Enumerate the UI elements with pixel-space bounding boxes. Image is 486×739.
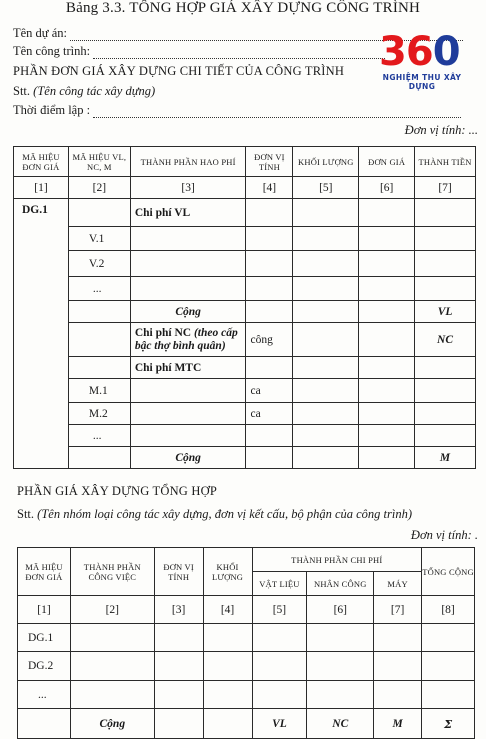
logo-mark: 360 xyxy=(379,29,460,75)
empty-cell xyxy=(18,709,71,739)
table-row xyxy=(14,403,476,425)
index-cell: [2] xyxy=(68,177,130,199)
empty-cell xyxy=(293,323,359,357)
stt-line xyxy=(13,84,155,99)
empty-cell xyxy=(246,227,293,251)
empty-cell xyxy=(415,379,476,403)
stt-note: (Tên công tác xây dựng) xyxy=(33,84,156,98)
th-unit: ĐƠN VỊ TÍNH xyxy=(154,548,203,596)
empty-cell xyxy=(359,251,415,277)
th-material: VẬT LIỆU xyxy=(252,572,307,596)
empty-cell xyxy=(70,624,154,652)
empty-cell xyxy=(246,357,293,379)
empty-cell xyxy=(359,277,415,301)
machine-code: M.1 xyxy=(68,379,130,403)
time-label: Thời điểm lập : xyxy=(13,103,91,117)
th-machine: MÁY xyxy=(374,572,422,596)
empty-cell xyxy=(415,425,476,447)
th-cost-component: THÀNH PHẦN HAO PHÍ xyxy=(130,147,246,177)
machine-total: M xyxy=(415,447,476,469)
stt-label: Stt. xyxy=(13,84,31,98)
empty-cell xyxy=(68,357,130,379)
table-row xyxy=(14,425,476,447)
empty-cell xyxy=(70,681,154,709)
ellipsis-cell: ... xyxy=(68,277,130,301)
subtotal-label: Cộng xyxy=(70,709,154,739)
labor-cost-label xyxy=(130,323,246,357)
table-row xyxy=(18,624,475,652)
time-dots xyxy=(93,107,461,118)
empty-cell xyxy=(246,425,293,447)
table-row xyxy=(14,379,476,403)
material-total: VL xyxy=(252,709,307,739)
index-cell: [6] xyxy=(307,596,374,624)
unit-price-code: DG.2 xyxy=(18,652,71,681)
empty-cell xyxy=(307,652,374,681)
machine-total: M xyxy=(374,709,422,739)
empty-cell xyxy=(68,301,130,323)
empty-cell xyxy=(374,681,422,709)
empty-cell xyxy=(415,251,476,277)
empty-cell xyxy=(203,624,252,652)
empty-cell xyxy=(307,681,374,709)
empty-cell xyxy=(359,227,415,251)
table-row xyxy=(14,357,476,379)
table-row xyxy=(14,251,476,277)
table-row xyxy=(14,199,476,227)
empty-cell xyxy=(203,652,252,681)
ellipsis-cell: ... xyxy=(18,681,71,709)
index-cell: [5] xyxy=(252,596,307,624)
empty-cell xyxy=(154,624,203,652)
table2-index-row xyxy=(18,596,475,624)
empty-cell xyxy=(293,277,359,301)
empty-cell xyxy=(203,681,252,709)
table2-header-row xyxy=(18,548,475,572)
labor-total: NC xyxy=(307,709,374,739)
table-row xyxy=(14,227,476,251)
empty-cell xyxy=(246,251,293,277)
th-total: TỔNG CỘNG xyxy=(422,548,475,596)
material-cost-label: Chi phí VL xyxy=(130,199,246,227)
empty-cell xyxy=(293,425,359,447)
empty-cell xyxy=(68,447,130,469)
empty-cell xyxy=(359,301,415,323)
empty-cell xyxy=(154,709,203,739)
th-quantity: KHỐI LƯỢNG xyxy=(203,548,252,596)
table1-header-row xyxy=(14,147,476,177)
detail-unit-price-table xyxy=(13,146,476,469)
empty-cell xyxy=(359,323,415,357)
empty-cell xyxy=(422,681,475,709)
empty-cell xyxy=(68,323,130,357)
empty-cell xyxy=(359,357,415,379)
empty-cell xyxy=(359,447,415,469)
empty-cell xyxy=(252,624,307,652)
empty-cell xyxy=(293,251,359,277)
empty-cell xyxy=(246,301,293,323)
section2-title: PHẦN GIÁ XÂY DỰNG TỔNG HỢP xyxy=(17,484,217,498)
logo-subtitle: NGHIỆM THU XÂY DỰNG xyxy=(382,73,462,91)
index-cell: [1] xyxy=(18,596,71,624)
machine-unit: ca xyxy=(246,379,293,403)
project-label: Tên dự án: xyxy=(13,26,67,40)
index-cell: [7] xyxy=(415,177,476,199)
empty-cell xyxy=(130,251,246,277)
empty-cell xyxy=(422,652,475,681)
table-row xyxy=(14,447,476,469)
empty-cell xyxy=(130,227,246,251)
empty-cell xyxy=(359,379,415,403)
empty-cell xyxy=(246,447,293,469)
labor-cost-note: (theo cấp bậc thợ bình quân) xyxy=(134,326,238,352)
index-cell: [3] xyxy=(130,177,246,199)
empty-cell xyxy=(293,403,359,425)
index-cell: [6] xyxy=(359,177,415,199)
grand-total: Σ xyxy=(422,709,475,739)
empty-cell xyxy=(293,379,359,403)
unit-price-code: DG.1 xyxy=(14,199,69,469)
empty-cell xyxy=(70,652,154,681)
empty-cell xyxy=(374,652,422,681)
page-title: Bảng 3.3. TỔNG HỢP GIÁ XÂY DỰNG CÔNG TRÌNH xyxy=(65,0,421,16)
table-row xyxy=(18,652,475,681)
empty-cell xyxy=(130,403,246,425)
material-total: VL xyxy=(415,301,476,323)
th-quantity: KHỐI LƯỢNG xyxy=(293,147,359,177)
stt2-label: Stt. xyxy=(17,507,35,521)
material-code: V.2 xyxy=(68,251,130,277)
index-cell: [3] xyxy=(154,596,203,624)
empty-cell xyxy=(252,681,307,709)
empty-cell xyxy=(293,199,359,227)
index-cell: [4] xyxy=(246,177,293,199)
subtotal-label: Cộng xyxy=(130,301,246,323)
empty-cell xyxy=(415,357,476,379)
empty-cell xyxy=(130,277,246,301)
table-row xyxy=(18,709,475,739)
th-labor: NHÂN CÔNG xyxy=(307,572,374,596)
th-unit-price-code: MÃ HIỆU ĐƠN GIÁ xyxy=(18,548,71,596)
empty-cell xyxy=(252,652,307,681)
material-code: V.1 xyxy=(68,227,130,251)
machine-code: M.2 xyxy=(68,403,130,425)
empty-cell xyxy=(203,709,252,739)
work-dots xyxy=(93,48,385,59)
ellipsis-cell: ... xyxy=(68,425,130,447)
summary-price-table xyxy=(17,547,475,739)
empty-cell xyxy=(154,652,203,681)
empty-cell xyxy=(68,199,130,227)
empty-cell xyxy=(359,199,415,227)
table1-index-row xyxy=(14,177,476,199)
empty-cell xyxy=(246,199,293,227)
labor-cost-title: Chi phí NC xyxy=(134,326,192,339)
empty-cell xyxy=(293,301,359,323)
table-row xyxy=(14,301,476,323)
stt2-line xyxy=(17,507,412,522)
unit-price-code: DG.1 xyxy=(18,624,71,652)
empty-cell xyxy=(293,357,359,379)
work-name-line xyxy=(13,44,385,59)
logo-360 xyxy=(371,29,473,91)
table-row xyxy=(18,681,475,709)
work-label: Tên công trình: xyxy=(13,44,91,58)
empty-cell xyxy=(130,425,246,447)
unit-label: Đơn vị tính: ... xyxy=(404,123,478,137)
index-cell: [1] xyxy=(14,177,69,199)
empty-cell xyxy=(293,447,359,469)
th-unit-price: ĐƠN GIÁ xyxy=(359,147,415,177)
empty-cell xyxy=(415,227,476,251)
index-cell: [7] xyxy=(374,596,422,624)
th-cost-components: THÀNH PHẦN CHI PHÍ xyxy=(252,548,422,572)
empty-cell xyxy=(246,277,293,301)
empty-cell xyxy=(359,403,415,425)
th-resource-code: MÃ HIỆU VL, NC, M xyxy=(68,147,130,177)
empty-cell xyxy=(293,227,359,251)
time-line xyxy=(13,103,461,118)
empty-cell xyxy=(154,681,203,709)
empty-cell xyxy=(374,624,422,652)
th-work-component: THÀNH PHẦN CÔNG VIỆC xyxy=(70,548,154,596)
empty-cell xyxy=(359,425,415,447)
section1-title: PHẦN ĐƠN GIÁ XÂY DỰNG CHI TIẾT CỦA CÔNG TRÌNH xyxy=(13,64,345,78)
machine-unit: ca xyxy=(246,403,293,425)
empty-cell xyxy=(307,624,374,652)
index-cell: [5] xyxy=(293,177,359,199)
index-cell: [8] xyxy=(422,596,475,624)
empty-cell xyxy=(415,277,476,301)
empty-cell xyxy=(422,624,475,652)
th-unit-price-code: MÃ HIỆU ĐƠN GIÁ xyxy=(14,147,69,177)
index-cell: [2] xyxy=(70,596,154,624)
stt2-note: (Tên nhóm loại công tác xây dựng, đơn vị kết cấu, bộ phận của công trình) xyxy=(37,507,413,521)
subtotal-label: Cộng xyxy=(130,447,246,469)
labor-unit: công xyxy=(246,323,293,357)
empty-cell xyxy=(415,199,476,227)
table-row xyxy=(14,277,476,301)
empty-cell xyxy=(415,403,476,425)
machine-cost-label: Chi phí MTC xyxy=(130,357,246,379)
empty-cell xyxy=(130,379,246,403)
table-row xyxy=(14,323,476,357)
index-cell: [4] xyxy=(203,596,252,624)
th-amount: THÀNH TIỀN xyxy=(415,147,476,177)
th-unit: ĐƠN VỊ TÍNH xyxy=(246,147,293,177)
labor-total: NC xyxy=(415,323,476,357)
unit2-label: Đơn vị tính: . xyxy=(410,528,478,542)
